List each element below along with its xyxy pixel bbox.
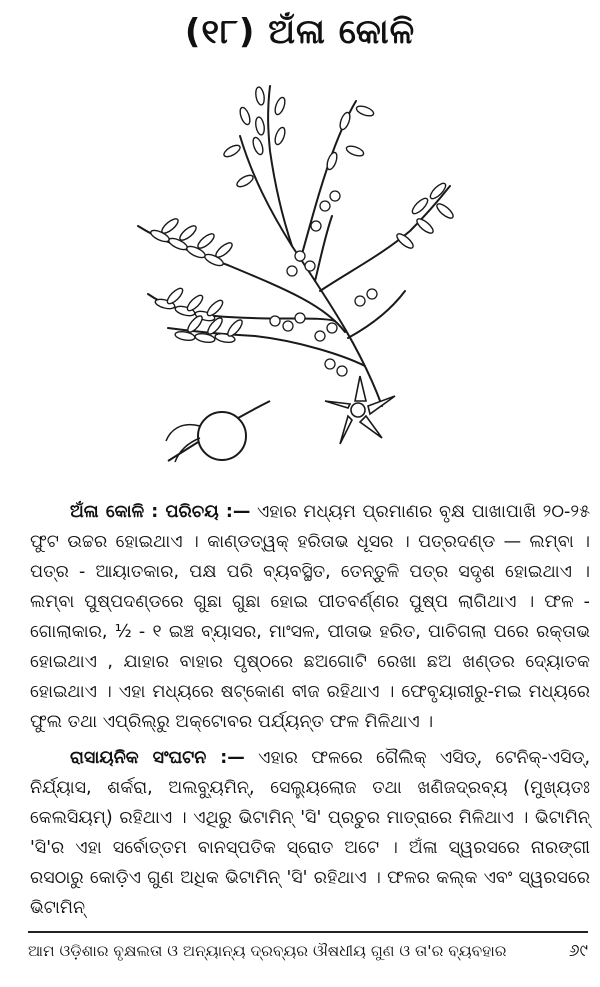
page-number: ୬୯ — [568, 941, 588, 961]
paragraph-chemical-composition-text: ଏହାର ଫଳରେ ଗୈଲିକ୍ ଏସିଡ୍, ଟେନିକ୍-ଏସିଡ୍, ନିର୍ଯ୍ୟାସ, ଶର୍କରା, ଅଲବ୍ୟୁମିନ୍, ସେଲ୍ୟୁଲୋଜ ତଥା ଖଣିଜଦ୍ରବ୍ୟ (ମୁଖ୍ୟତଃ କେଲସିୟମ୍) ରହିଥାଏ । ଏଥିରୁ ଭିଟାମିନ୍ 'ସି' ପ୍ରଚୁର ମାତ୍ରାରେ ମିଳିଥାଏ । ଭିଟାମିନ୍ 'ସି'ର ଏହା ସର୍ବୋତ୍ତମ ବାନସ୍ପତିକ ସ୍ରୋତ ଅଟେ । ଅଁଳା ସ୍ୱରସରେ ନାରଙ୍ଗୀ ରସଠାରୁ କୋଡ଼ିଏ ଗୁଣ ଅଧିକ ଭିଟାମିନ୍ 'ସି' ରହିଥାଏ । ଫଳର କଲ୍କ ଏବଂ ସ୍ୱରସରେ ଭିଟାମିନ୍ — [30, 748, 591, 918]
footer-book-title: ଆମ ଓଡ଼ିଶାର ବୃକ୍ଷଲତା ଓ ଅନ୍ୟାନ୍ୟ ଦ୍ରବ୍ୟର ଔଷଧୀୟ ଗୁଣ ଓ ତା'ର ବ୍ୟବହାର — [28, 942, 507, 960]
footer-divider — [28, 931, 588, 933]
paragraph-chemical-composition — [30, 743, 590, 923]
paragraph-introduction-text: ଏହାର ମଧ୍ୟମ ପ୍ରମାଣର ବୃକ୍ଷ ପାଖାପାଖି ୨୦-୨୫ ଫୁଟ ଉଚ୍ଚର ହୋଇଥାଏ । କାଣ୍ଡତ୍ୱକ୍ ହରିତାଭ ଧୂସର । ପତ୍ରଦଣ୍ଡ — ଲମ୍ବା । ପତ୍ର - ଆୟାତକାର, ପକ୍ଷ ପରି ବ୍ୟବସ୍ଥିତ, ତେନ୍ତୁଳି ପତ୍ର ସଦୃଶ ହୋଇଥାଏ । ଲମ୍ବା ପୁଷ୍ପଦଣ୍ଡରେ ଗୁଛା ଗୁଛା ହୋଇ ପୀତବର୍ଣ୍ଣର ପୁଷ୍ପ ଲାଗିଥାଏ । ଫଳ - ଗୋଲାକାର, ½ - ୧ ଇଞ୍ଚ ବ୍ୟାସର, ମାଂସଳ, ପୀତାଭ ହରିତ, ପାଚିଗଲା ପରେ ରକ୍ତାଭ ହୋଇଥାଏ , ଯାହାର ବାହାର ପୃଷ୍ଠରେ ଛଅଗୋଟି ରେଖା ଛଅ ଖଣ୍ଡର ଦ୍ୟୋତକ ହୋଇଥାଏ । ଏହା ମଧ୍ୟରେ ଷଟ୍‌କୋଣ ବୀଜ ରହିଥାଏ । ଫେବୃୟାରୀରୁ-ମଇ ମଧ୍ୟରେ ଫୁଲ ତଥା ଏପ୍ରିଲ୍‌ରୁ ଅକ୍ଟୋବର ପର୍ଯ୍ୟନ୍ତ ଫଳ ମିଳିଥାଏ । — [30, 502, 590, 732]
amla-branch-illustration — [120, 66, 470, 471]
paragraph-introduction — [30, 497, 590, 737]
section-heading-introduction: ଅଁଳା କୋଳି : ପରିଚୟ :— — [70, 502, 251, 522]
body-text — [30, 497, 590, 923]
page-title: (୧୮) ଅଁଳା କୋଳି — [184, 12, 416, 52]
section-heading-chemical-composition: ରାସାୟନିକ ସଂଘଟନ :— — [70, 748, 245, 768]
